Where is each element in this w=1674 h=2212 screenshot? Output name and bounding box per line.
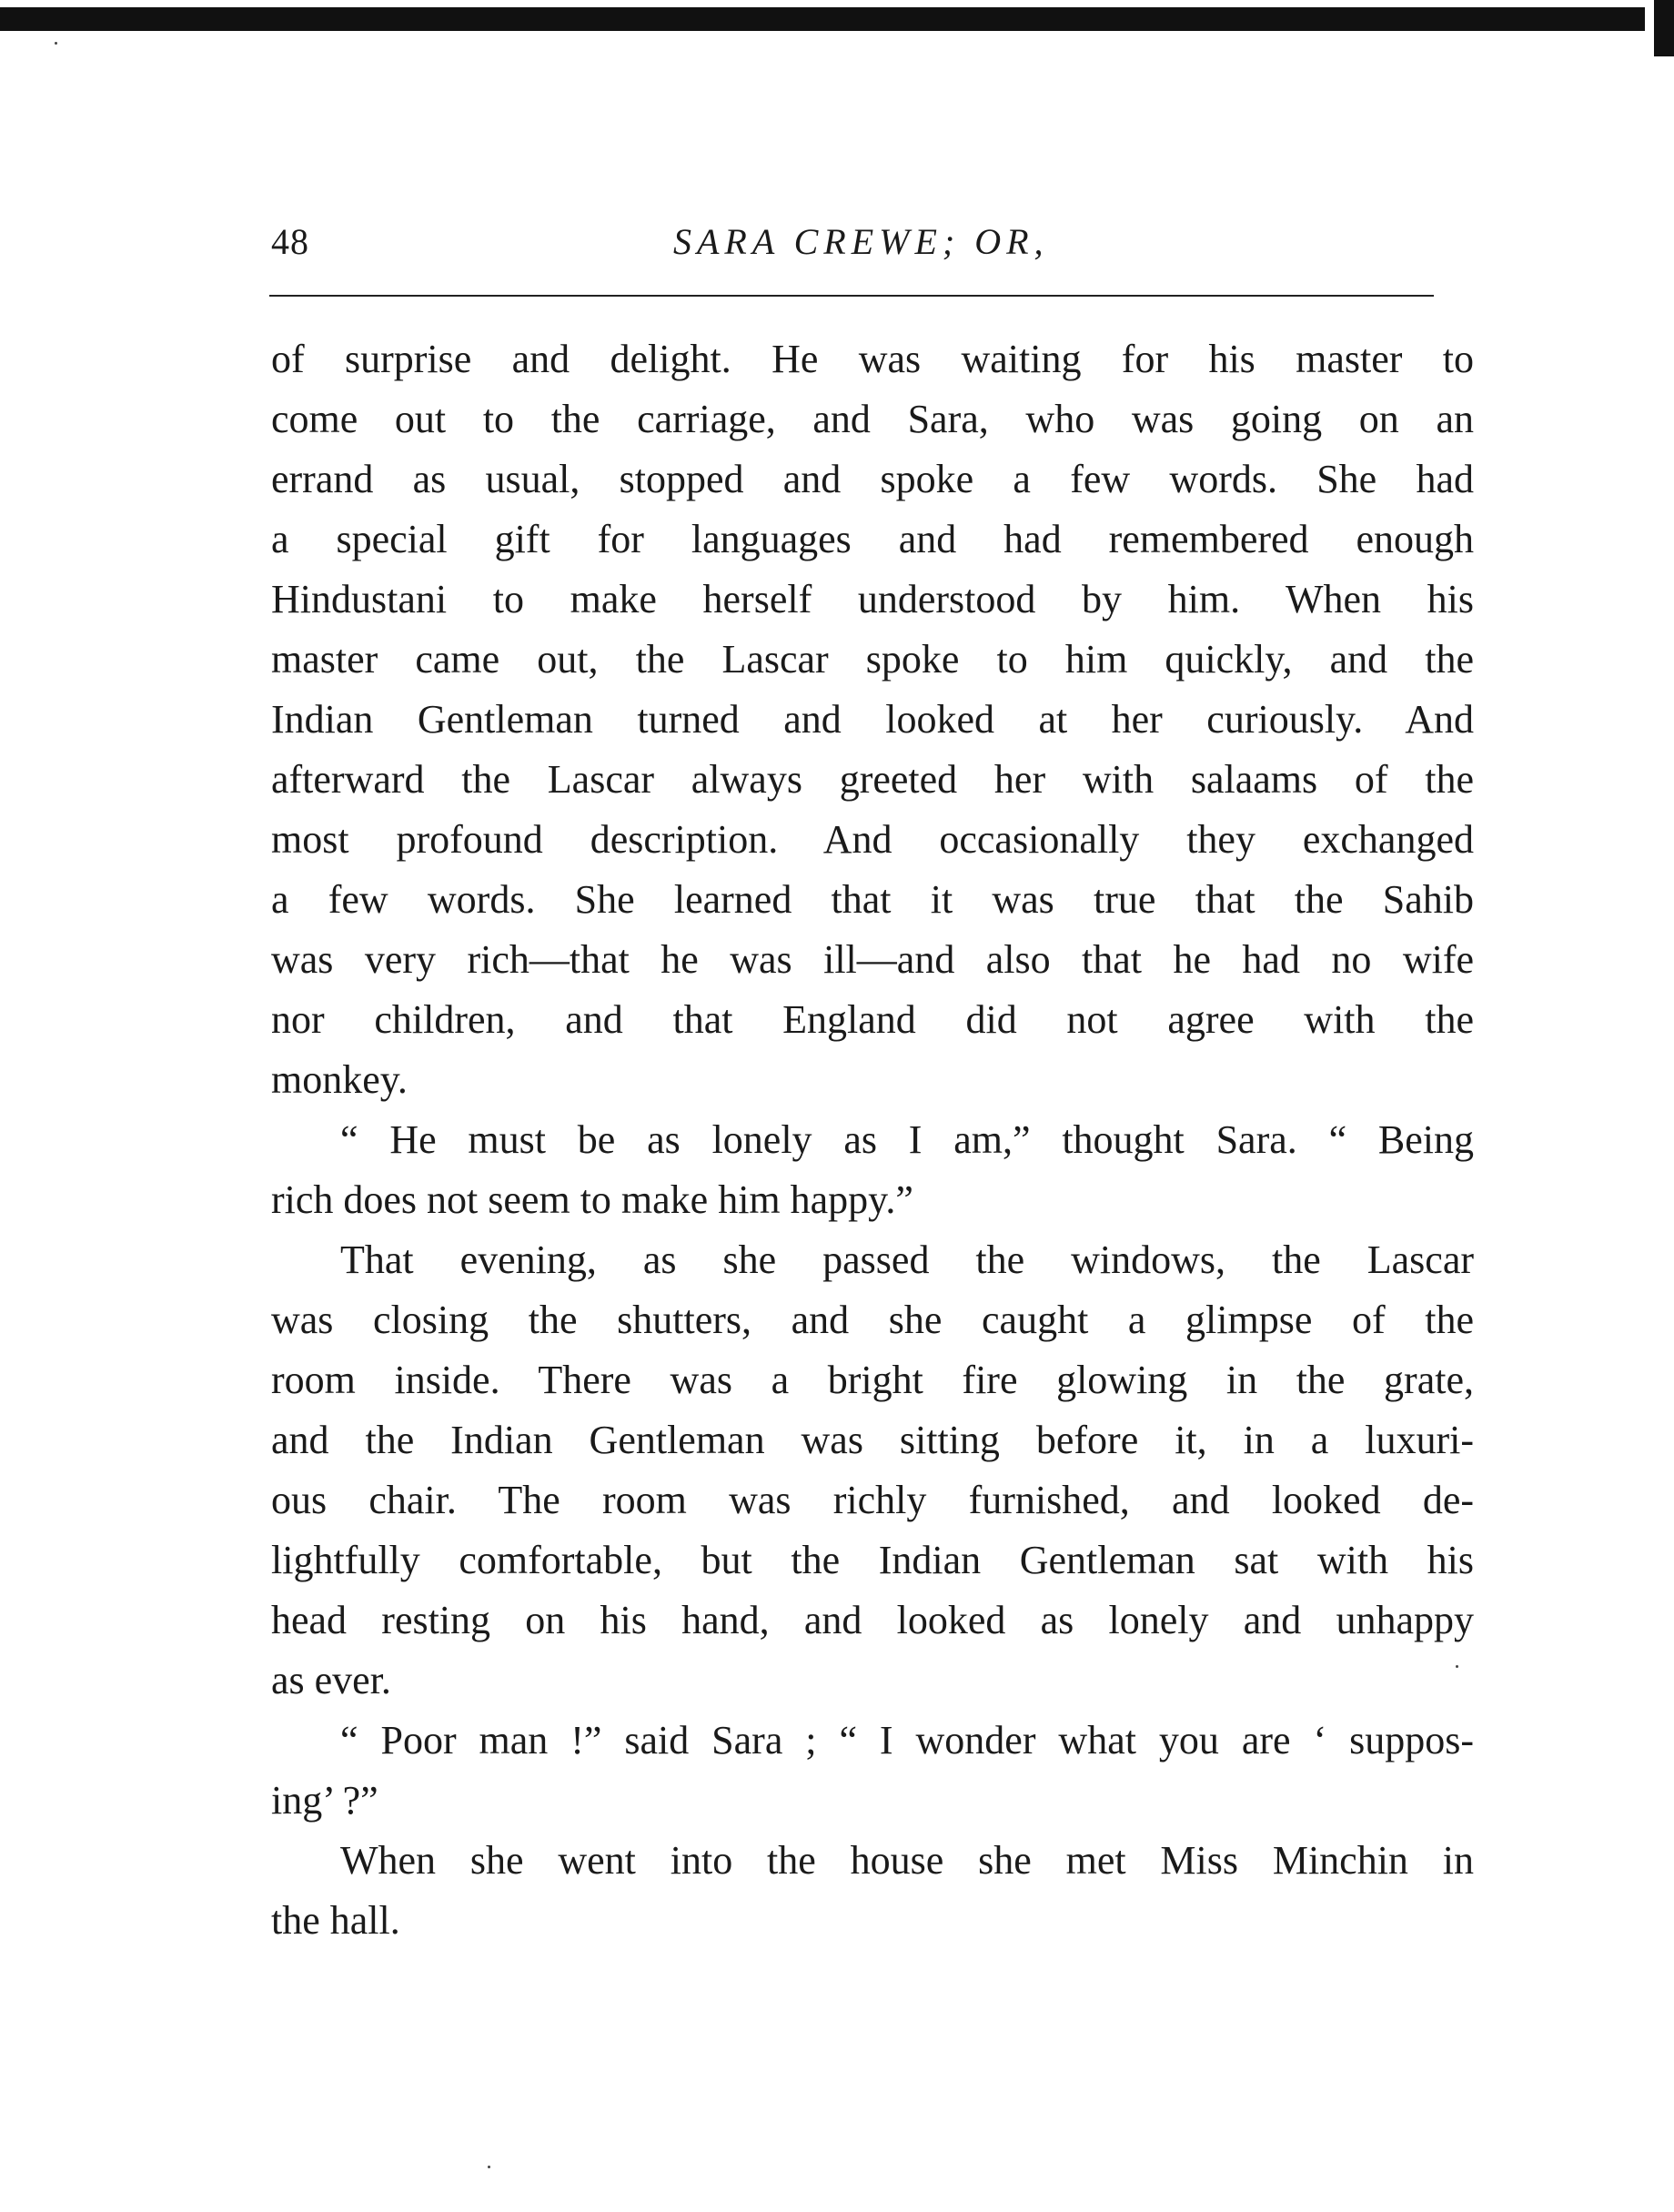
text-line: was very rich—that he was ill—and also that he had no wife	[271, 937, 1474, 982]
scan-top-border	[0, 7, 1645, 31]
page-number: 48	[271, 221, 309, 262]
text-line: monkey.	[271, 1057, 408, 1102]
text-line: afterward the Lascar always greeted her with salaams of the	[271, 757, 1474, 802]
text-line: “ Poor man !” said Sara ; “ I wonder what you are ‘ suppos-	[340, 1718, 1474, 1763]
text-line: “ He must be as lonely as I am,” thought Sara. “ Being	[340, 1117, 1474, 1162]
scan-speck	[55, 42, 57, 45]
body-text	[271, 329, 1474, 1951]
scan-speck	[488, 2166, 490, 2168]
text-line: room inside. There was a bright fire glowing in the grate,	[271, 1358, 1474, 1402]
header-rule	[269, 295, 1434, 297]
text-line: ous chair. The room was richly furnished, and looked de-	[271, 1478, 1474, 1522]
text-line: master came out, the Lascar spoke to him quickly, and the	[271, 637, 1474, 682]
text-line: errand as usual, stopped and spoke a few words. She had	[271, 457, 1474, 501]
text-line: as ever.	[271, 1658, 391, 1702]
text-line: That evening, as she passed the windows, the Lascar	[340, 1237, 1474, 1282]
text-line: most profound description. And occasionally they exchanged	[271, 817, 1474, 862]
text-line: a few words. She learned that it was true that the Sahib	[271, 877, 1474, 922]
text-line: When she went into the house she met Miss Minchin in	[340, 1838, 1474, 1883]
text-line: come out to the carriage, and Sara, who was going on an	[271, 397, 1474, 441]
running-head: SARA CREWE; OR,	[673, 221, 1049, 262]
text-line: rich does not seem to make him happy.”	[271, 1177, 913, 1222]
text-line: and the Indian Gentleman was sitting before it, in a luxuri-	[271, 1418, 1474, 1462]
text-line: nor children, and that England did not agree with the	[271, 997, 1474, 1042]
text-line: Hindustani to make herself understood by him. When his	[271, 577, 1474, 621]
text-line: of surprise and delight. He was waiting for his master to	[271, 337, 1474, 381]
text-line: the hall.	[271, 1898, 400, 1943]
scan-corner-border	[1654, 0, 1674, 56]
text-line: lightfully comfortable, but the Indian Gentleman sat with his	[271, 1538, 1474, 1582]
text-line: a special gift for languages and had remembered enough	[271, 517, 1474, 561]
text-line: ing’ ?”	[271, 1778, 378, 1823]
text-line: Indian Gentleman turned and looked at her curiously. And	[271, 697, 1474, 742]
text-line: head resting on his hand, and looked as lonely and unhappy	[271, 1598, 1474, 1642]
text-line: was closing the shutters, and she caught a glimpse of the	[271, 1298, 1474, 1342]
